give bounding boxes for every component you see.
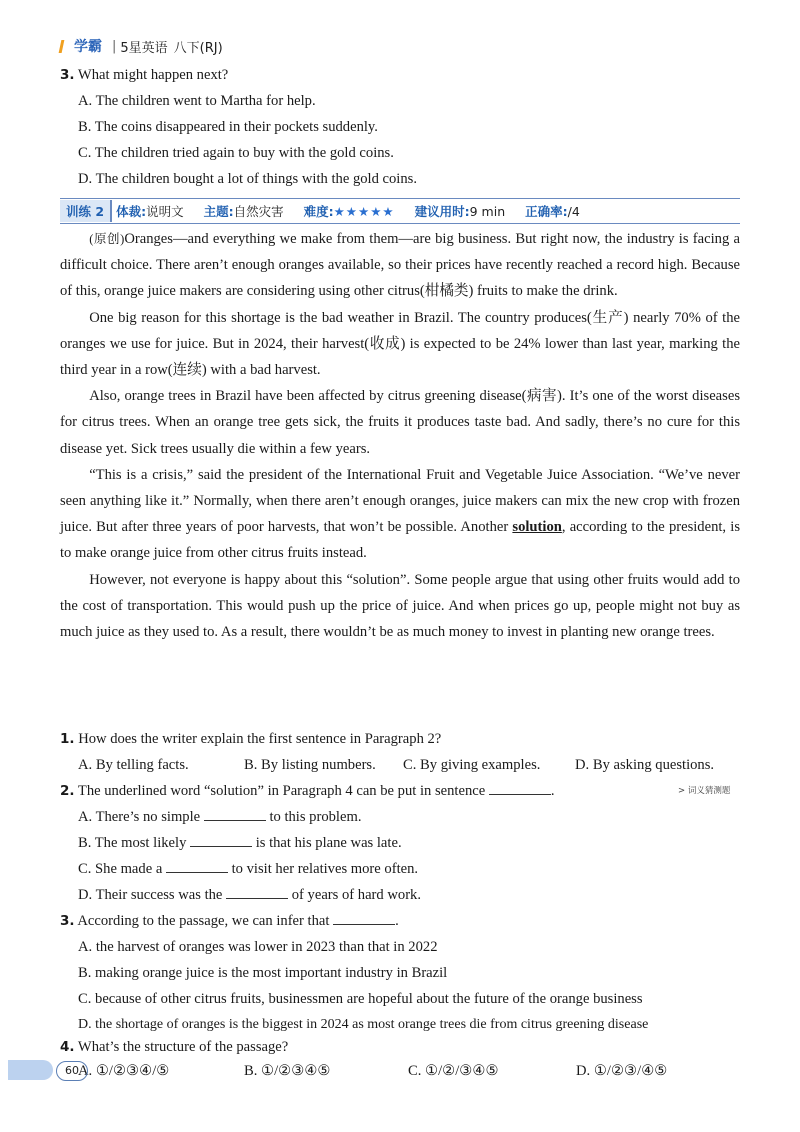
accuracy-value: /4 [567, 203, 580, 219]
option-b: B. By listing numbers. [244, 757, 376, 773]
answer-blank [489, 780, 551, 795]
option-c: C. The children tried again to buy with the gold coins. [78, 145, 394, 161]
question-number: 3. [60, 913, 75, 929]
paragraph-2: One big reason for this shortage is the bad weather in Brazil. The country produces(生产) nearly 70% of the oranges we use for juice. But in 2024, their harvest(收成) is expected to be 24% lower than last year, marking the third year in a row(连续) with a bad harvest. [60, 309, 740, 379]
genre-label: 体裁: [116, 204, 147, 219]
option-a: A. The children went to Martha for help. [78, 93, 316, 109]
option-a: A. the harvest of oranges was lower in 2023 than that in 2022 [78, 939, 438, 955]
question-stem [60, 778, 555, 804]
option-c: C. By giving examples. [403, 757, 541, 773]
question-text: According to the passage, we can infer that [77, 913, 330, 929]
genre-value: 说明文 [146, 204, 184, 219]
option-d: D. the shortage of oranges is the biggest in 2024 as most orange trees die from citrus greening disease [78, 1017, 649, 1032]
option-b [78, 830, 402, 856]
difficulty-label: 难度: [303, 204, 334, 219]
question-number: 4. [60, 1039, 75, 1055]
option-b: B. making orange juice is the most important industry in Brazil [78, 965, 448, 981]
question-stem [60, 908, 399, 934]
option-text: B. The most likely [78, 835, 187, 851]
brand-logo [60, 36, 102, 56]
exercise-tag: 训练 2 [60, 200, 112, 222]
question-stem [60, 1034, 288, 1060]
paragraph-1 [60, 226, 740, 305]
answer-blank [333, 910, 395, 925]
brand-name: 学霸 [74, 39, 102, 55]
difficulty-stars-icon: ★★★★★ [333, 203, 395, 219]
paragraph-5: However, not everyone is happy about this “solution”. Some people argue that using other fruits would add to the cost of transportation. This would push up the price of juice. And when prices go up, people might not buy as much juice as they used to. As a result, there wouldn’t be as much money to invest in planting new orange trees. [60, 571, 740, 641]
option-blank [190, 832, 252, 847]
question-period: . [395, 913, 399, 929]
page-number: 60 [56, 1061, 88, 1081]
question-text: What’s the structure of the passage? [77, 1039, 289, 1055]
question-number: 2. [60, 783, 75, 799]
option-blank [204, 806, 266, 821]
option-text-end: to visit her relatives more often. [231, 861, 419, 877]
option-c [78, 856, 418, 882]
footer-accent-bar [8, 1060, 53, 1080]
header-divider: | [112, 38, 117, 54]
time-value: 9 min [469, 203, 506, 219]
paragraph-4 [60, 462, 740, 567]
option-a: A. By telling facts. [78, 757, 189, 773]
exercise-banner [60, 198, 740, 224]
question-text: How does the writer explain the first sentence in Paragraph 2? [78, 731, 442, 747]
option-a: A. ①/②③④/⑤ [78, 1063, 170, 1079]
topic-label: 主题: [203, 204, 234, 219]
option-d: D. The children bought a lot of things with the gold coins. [78, 171, 417, 187]
accuracy-label: 正确率: [525, 204, 568, 219]
question-period: . [550, 783, 555, 799]
option-a [78, 804, 361, 830]
option-text-end: of years of hard work. [291, 887, 422, 903]
option-text-end: is that his plane was late. [255, 835, 402, 851]
option-c: C. ①/②/③④⑤ [408, 1063, 499, 1079]
topic-value: 自然灾害 [233, 204, 284, 219]
question-stem [60, 726, 441, 752]
option-d: D. ①/②③/④⑤ [576, 1063, 668, 1079]
paragraph-4-text-start: “This is a crisis,” said the president of the International Fruit and Vegetable Juice Association. “We’ve never seen anything like it.” Normally, when there aren’t enough oranges, juice makers can mix the new crop with frozen juice. But after three years of poor harvests, that won’t be possible. Another [60, 466, 740, 536]
book-title: 5星英语 [120, 40, 168, 56]
page-header [60, 36, 223, 56]
underlined-word: solution [512, 519, 562, 536]
option-c: C. because of other citrus fruits, businessmen are hopeful about the future of the orange business [78, 991, 643, 1007]
paragraph-3: Also, orange trees in Brazil have been affected by citrus greening disease(病害). It’s one of the worst diseases for citrus trees. When an orange tree gets sick, the fruits it produces taste bad. And sadly, there’s no cure for this disease yet. Sick trees usually die within a few years. [60, 388, 740, 457]
question-stem [60, 62, 228, 88]
option-text: A. There’s no simple [78, 809, 201, 825]
question-text: The underlined word “solution” in Paragraph 4 can be put in sentence [77, 783, 486, 799]
logo-mark-icon [59, 40, 74, 53]
reading-passage [60, 226, 740, 645]
option-text: D. Their success was the [78, 887, 223, 903]
question-text: What might happen next? [77, 67, 229, 83]
option-text: C. She made a [78, 861, 163, 877]
option-text-end: to this problem. [269, 809, 362, 825]
grade-label: 八下(RJ) [173, 40, 223, 56]
option-b: B. The coins disappeared in their pockets suddenly. [78, 119, 378, 135]
option-blank [226, 884, 288, 899]
option-d [78, 882, 421, 908]
time-label: 建议用时: [414, 204, 470, 219]
question-number: 3. [60, 67, 75, 83]
option-d: D. By asking questions. [575, 757, 715, 773]
option-blank [166, 858, 228, 873]
original-tag: (原创) [89, 232, 125, 246]
paragraph-1-text: Oranges—and everything we make from them—are big business. But right now, the industry is facing a difficult choice. There aren’t enough oranges available, so their prices have recently reached a record high. Because of this, orange juice makers are considering using other citrus(柑橘类) fruits to make the drink. [60, 231, 740, 300]
paragraph-4-text-end: , according to the president, is to make orange juice from other citrus fruits instead. [60, 519, 740, 562]
option-b: B. ①/②③④⑤ [244, 1063, 331, 1079]
question-number: 1. [60, 731, 75, 747]
question-type-hint: > 词义猜测题 [678, 786, 731, 796]
